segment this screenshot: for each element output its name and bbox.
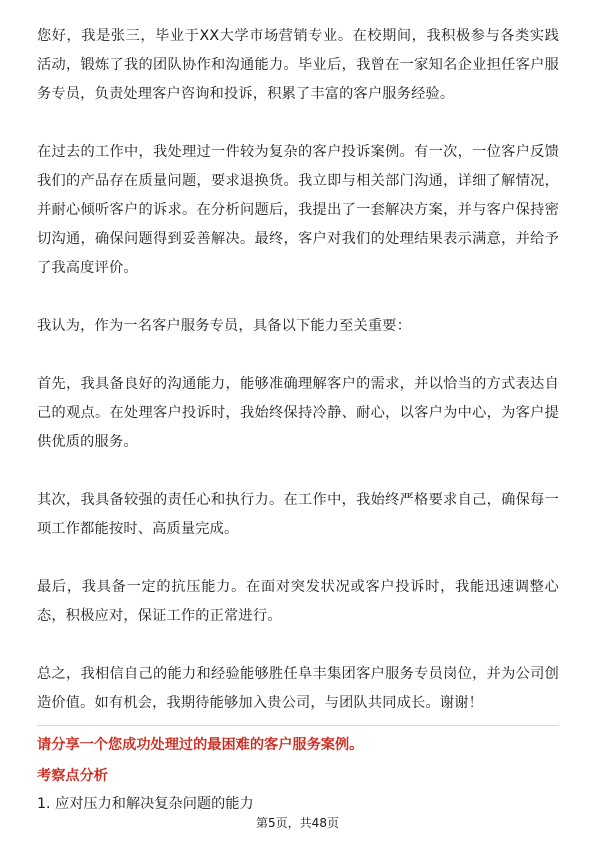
- paragraph-pressure: 最后，我具备一定的抗压能力。在面对突发状况或客户投诉时，我能迅速调整心态，积极应对，保证工作的正常进行。: [37, 579, 559, 624]
- paragraph-abilities-intro: 我认为，作为一名客户服务专员，具备以下能力至关重要：: [37, 318, 412, 334]
- analysis-point: 1. 应对压力和解决复杂问题的能力: [37, 796, 254, 812]
- paragraph-communication: 首先，我具备良好的沟通能力，能够准确理解客户的需求，并以恰当的方式表达自己的观点。在处理客户投诉时，我始终保持冷静、耐心，以客户为中心，为客户提供优质的服务。: [37, 376, 559, 450]
- analysis-heading: 考察点分析: [37, 768, 108, 784]
- paragraph-introduction: 您好，我是张三，毕业于XX大学市场营销专业。在校期间，我积极参与各类实践活动，锻炼了我的团队协作和沟通能力。毕业后，我曾在一家知名企业担任客户服务专员，负责处理客户咨询和投诉，积累了丰富的客户服务经验。: [37, 28, 559, 102]
- paragraph-responsibility: 其次，我具备较强的责任心和执行力。在工作中，我始终严格要求自己，确保每一项工作都能按时、高质量完成。: [37, 492, 559, 537]
- paragraph-conclusion: 总之，我相信自己的能力和经验能够胜任阜丰集团客户服务专员岗位，并为公司创造价值。如有机会，我期待能够加入贵公司，与团队共同成长。谢谢！: [37, 666, 559, 711]
- section-divider: [37, 725, 559, 726]
- interview-question: 请分享一个您成功处理过的最困难的客户服务案例。: [37, 737, 364, 753]
- paragraph-case: 在过去的工作中，我处理过一件较为复杂的客户投诉案例。有一次，一位客户反馈我们的产品存在质量问题，要求退换货。我立即与相关部门沟通，详细了解情况，并耐心倾听客户的诉求。在分析问题后，我提出了一套解决方案，并与客户保持密切沟通，确保问题得到妥善解决。最终，客户对我们的处理结果表示满意，并给予了我高度评价。: [37, 144, 559, 276]
- page-number: 第5页，共48页: [256, 816, 339, 830]
- answer-body: [37, 22, 559, 747]
